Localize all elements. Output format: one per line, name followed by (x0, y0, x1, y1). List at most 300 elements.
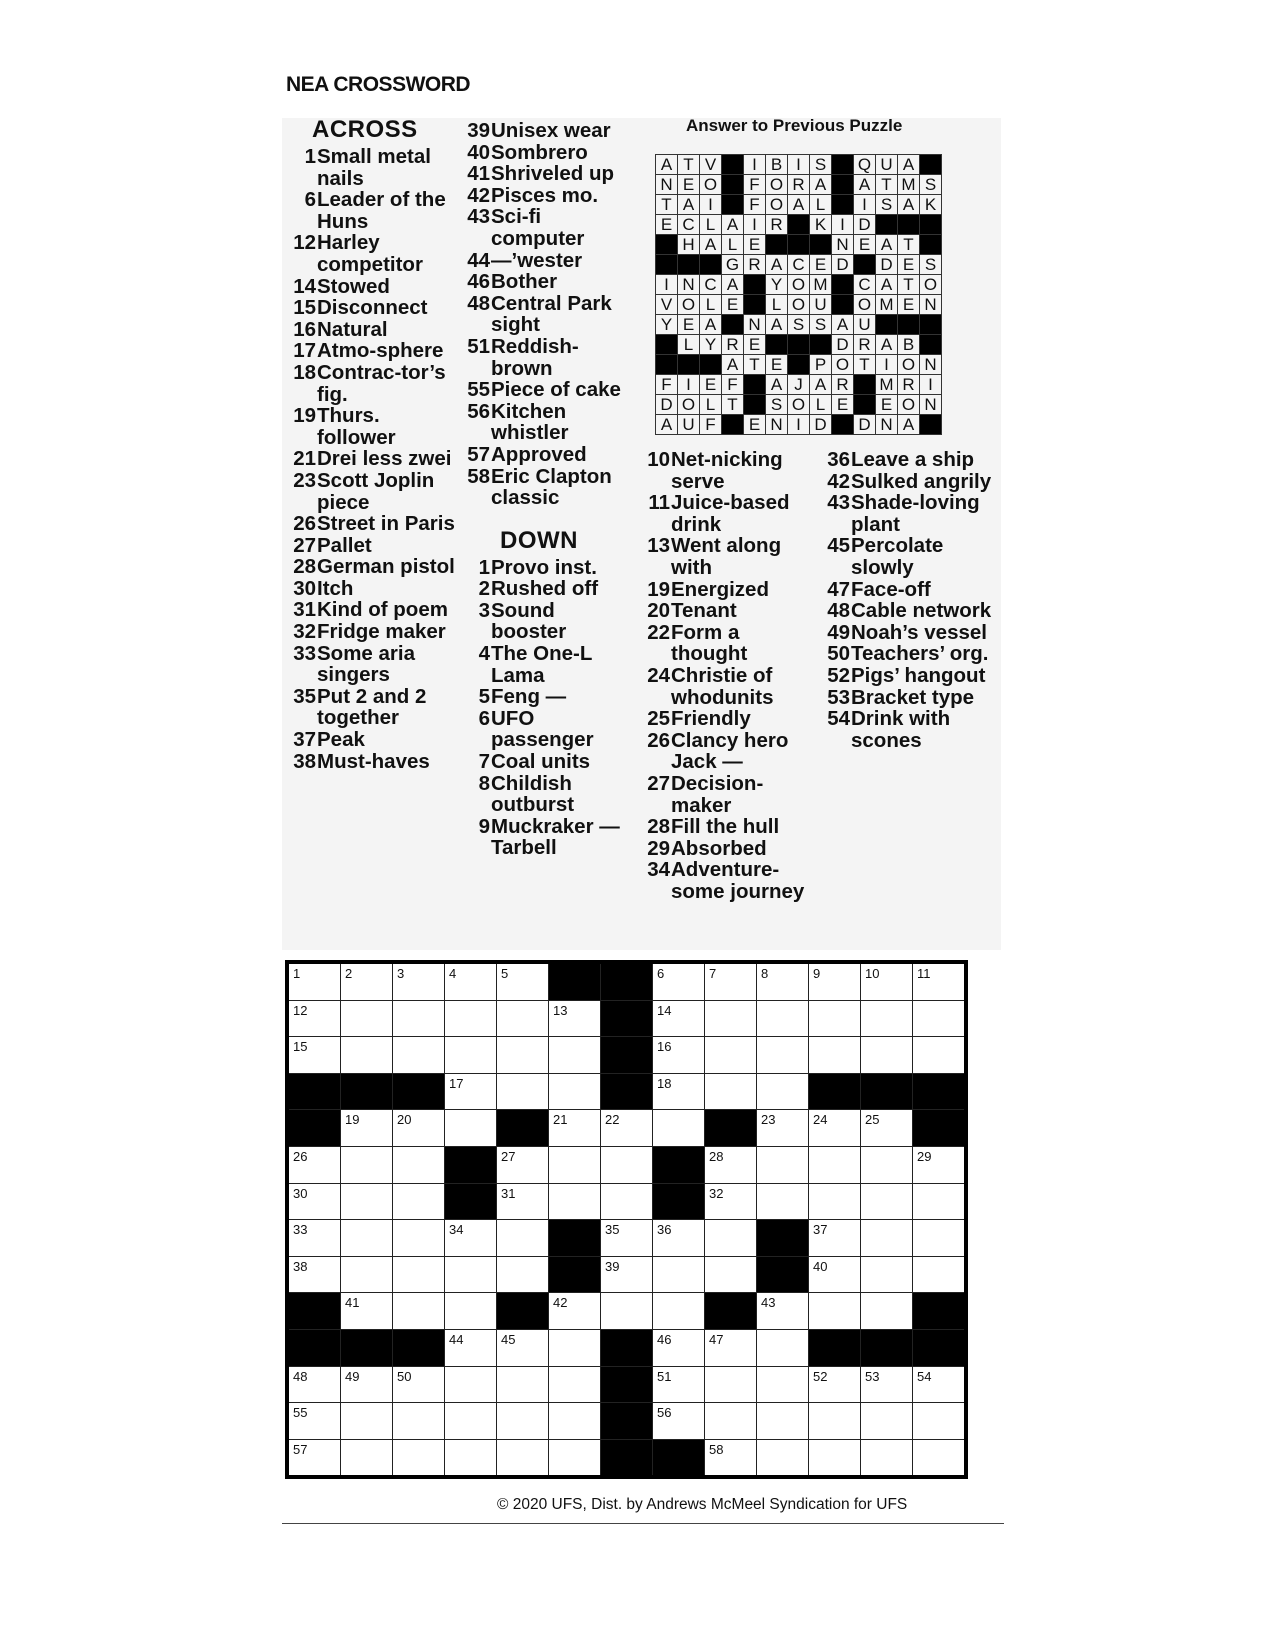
grid-cell[interactable] (809, 1256, 861, 1293)
grid-cell[interactable] (809, 1000, 861, 1037)
grid-cell[interactable] (549, 1403, 601, 1440)
clue-text: Rushed off (491, 577, 599, 601)
grid-cell[interactable] (287, 1403, 341, 1440)
answer-letter-cell: E (810, 255, 832, 275)
cell-number: 4 (449, 966, 457, 981)
answer-letter-cell: M (810, 275, 832, 295)
answer-letter-cell: D (656, 395, 678, 415)
clue-text: Tenant (671, 599, 737, 623)
grid-cell[interactable] (497, 1329, 549, 1366)
grid-cell[interactable] (861, 1293, 913, 1330)
clue-number: 49 (827, 620, 850, 644)
black-square (287, 1110, 341, 1147)
clue-text: Sulked angrily (851, 469, 992, 493)
answer-letter-cell: T (722, 395, 744, 415)
answer-letter-cell: U (854, 315, 876, 335)
clue-text: Teachers’ org. (851, 642, 989, 666)
grid-cell[interactable] (341, 1366, 393, 1403)
black-square (601, 1329, 653, 1366)
black-square (653, 1183, 705, 1220)
grid-cell[interactable] (393, 1183, 445, 1220)
grid-cell[interactable] (653, 1293, 705, 1330)
black-square (653, 1439, 705, 1477)
clue-number: 1 (478, 555, 490, 579)
clue-text: Net-nicking serve (671, 448, 783, 493)
cell-number: 10 (865, 966, 880, 981)
grid-cell[interactable] (809, 1183, 861, 1220)
answer-letter-cell: O (678, 395, 700, 415)
grid-cell[interactable] (497, 1220, 549, 1257)
cell-number: 46 (657, 1331, 672, 1347)
grid-cell[interactable] (549, 1439, 601, 1477)
answer-letter-cell: I (788, 415, 810, 435)
grid-cell[interactable] (757, 1329, 809, 1366)
grid-cell[interactable] (705, 1146, 757, 1183)
grid-cell[interactable] (705, 1037, 757, 1074)
answer-letter-cell: R (832, 375, 854, 395)
grid-cell[interactable] (341, 1403, 393, 1440)
answer-letter-cell: S (766, 395, 788, 415)
grid-cell[interactable] (497, 1403, 549, 1440)
grid-cell[interactable] (393, 1293, 445, 1330)
grid-cell[interactable] (861, 1146, 913, 1183)
grid-cell[interactable] (445, 1000, 497, 1037)
answer-letter-cell: L (700, 215, 722, 235)
clue-item (460, 466, 635, 509)
answer-letter-cell: A (700, 235, 722, 255)
grid-cell[interactable] (913, 962, 967, 1000)
grid-cell[interactable] (341, 1256, 393, 1293)
grid-cell[interactable] (757, 1293, 809, 1330)
grid-cell[interactable] (913, 1146, 967, 1183)
grid-cell[interactable] (861, 1220, 913, 1257)
down-clues-3 (820, 449, 995, 751)
black-square (757, 1220, 809, 1257)
grid-cell[interactable] (287, 1439, 341, 1477)
clue-text: Pallet (317, 533, 372, 557)
grid-cell[interactable] (757, 1146, 809, 1183)
grid-cell[interactable] (913, 1037, 967, 1074)
grid-cell[interactable] (861, 1439, 913, 1477)
black-square (287, 1329, 341, 1366)
grid-cell[interactable] (757, 962, 809, 1000)
grid-cell[interactable] (601, 1183, 653, 1220)
answer-black-cell (722, 195, 744, 215)
grid-cell[interactable] (705, 1256, 757, 1293)
answer-letter-cell: T (876, 175, 898, 195)
grid-cell[interactable] (861, 1366, 913, 1403)
grid-cell[interactable] (393, 1366, 445, 1403)
clue-text: Reddish-brown (491, 334, 579, 380)
grid-cell[interactable] (393, 1037, 445, 1074)
grid-cell[interactable] (497, 1183, 549, 1220)
grid-cell[interactable] (861, 1403, 913, 1440)
grid-cell[interactable] (287, 1146, 341, 1183)
puzzle-grid[interactable] (285, 960, 968, 1479)
black-square (445, 1183, 497, 1220)
grid-cell[interactable] (445, 1293, 497, 1330)
grid-cell[interactable] (341, 1110, 393, 1147)
grid-cell[interactable] (497, 962, 549, 1000)
answer-black-cell (700, 255, 722, 275)
grid-cell[interactable] (809, 1439, 861, 1477)
grid-cell[interactable] (705, 1366, 757, 1403)
grid-cell[interactable] (445, 1256, 497, 1293)
answer-letter-cell: E (766, 355, 788, 375)
clue-number: 48 (827, 599, 850, 623)
cell-number: 38 (293, 1258, 308, 1274)
grid-cell[interactable] (549, 1183, 601, 1220)
clue-item (286, 643, 456, 686)
grid-cell[interactable] (445, 1403, 497, 1440)
grid-cell[interactable] (653, 962, 705, 1000)
cell-number: 24 (813, 1112, 828, 1128)
grid-cell[interactable] (757, 1403, 809, 1440)
cell-number: 43 (761, 1295, 776, 1311)
clue-number: 1 (304, 145, 316, 168)
grid-cell[interactable] (809, 1037, 861, 1074)
answer-letter-cell: O (678, 295, 700, 315)
answer-letter-cell: U (678, 415, 700, 435)
cell-number: 22 (605, 1112, 620, 1128)
clue-number: 19 (293, 404, 316, 428)
grid-cell[interactable] (809, 962, 861, 1000)
answer-letter-cell: O (788, 395, 810, 415)
clue-text: Form a thought (671, 620, 748, 666)
answer-letter-cell: L (700, 295, 722, 315)
grid-cell[interactable] (913, 1366, 967, 1403)
grid-cell[interactable] (809, 1366, 861, 1403)
grid-cell[interactable] (757, 1000, 809, 1037)
clue-item (460, 379, 635, 401)
grid-cell[interactable] (757, 1073, 809, 1110)
answer-letter-cell: E (700, 375, 722, 395)
grid-cell[interactable] (287, 1256, 341, 1293)
grid-cell[interactable] (757, 1110, 809, 1147)
grid-cell[interactable] (445, 1110, 497, 1147)
black-square (705, 1293, 757, 1330)
grid-cell[interactable] (445, 962, 497, 1000)
grid-cell[interactable] (861, 1256, 913, 1293)
grid-cell[interactable] (393, 1110, 445, 1147)
grid-cell[interactable] (497, 1366, 549, 1403)
cell-number: 15 (293, 1039, 308, 1055)
grid-cell[interactable] (913, 1439, 967, 1477)
cell-number: 44 (449, 1331, 464, 1347)
grid-cell[interactable] (393, 1256, 445, 1293)
clue-item (640, 773, 810, 816)
answer-letter-cell: O (898, 395, 920, 415)
clue-text: Went along with (671, 534, 782, 579)
grid-cell[interactable] (601, 1146, 653, 1183)
previous-answer-grid (655, 154, 942, 435)
clue-number: 6 (304, 188, 316, 212)
grid-cell[interactable] (601, 1293, 653, 1330)
clue-number: 27 (293, 533, 316, 557)
grid-cell[interactable] (913, 1403, 967, 1440)
grid-cell[interactable] (287, 1183, 341, 1220)
black-square (601, 1403, 653, 1440)
grid-cell[interactable] (393, 962, 445, 1000)
grid-cell[interactable] (549, 1073, 601, 1110)
grid-cell[interactable] (809, 1110, 861, 1147)
clue-item (640, 816, 810, 838)
clue-number: 56 (467, 399, 490, 423)
clue-item (640, 859, 810, 902)
answer-letter-cell: N (920, 355, 942, 375)
grid-cell[interactable] (653, 1037, 705, 1074)
grid-cell[interactable] (861, 1183, 913, 1220)
clue-number: 27 (647, 771, 670, 795)
answer-letter-cell: A (678, 195, 700, 215)
answer-letter-cell: A (876, 275, 898, 295)
clue-item (820, 492, 995, 535)
cell-number: 42 (553, 1295, 568, 1311)
answer-letter-cell: L (766, 295, 788, 315)
copyright: © 2020 UFS, Dist. by Andrews McMeel Syndication for UFS (497, 1496, 908, 1513)
answer-letter-cell: A (854, 175, 876, 195)
answer-letter-cell: R (722, 335, 744, 355)
answer-black-cell (788, 355, 810, 375)
grid-cell[interactable] (653, 1220, 705, 1257)
grid-cell[interactable] (809, 1220, 861, 1257)
grid-cell[interactable] (497, 1000, 549, 1037)
answer-letter-cell: U (810, 295, 832, 315)
grid-cell[interactable] (549, 1037, 601, 1074)
grid-cell[interactable] (341, 1146, 393, 1183)
answer-letter-cell: F (722, 375, 744, 395)
answer-letter-cell: C (678, 215, 700, 235)
clue-text: Childish outburst (491, 771, 575, 817)
grid-cell[interactable] (913, 1000, 967, 1037)
clue-item (460, 686, 635, 708)
grid-cell[interactable] (341, 1439, 393, 1477)
grid-cell[interactable] (393, 1146, 445, 1183)
grid-cell[interactable] (705, 1329, 757, 1366)
clue-item (286, 297, 456, 319)
clue-item (640, 492, 810, 535)
grid-cell[interactable] (549, 1000, 601, 1037)
answer-letter-cell: A (876, 235, 898, 255)
grid-cell[interactable] (705, 1073, 757, 1110)
grid-cell[interactable] (287, 1220, 341, 1257)
grid-cell[interactable] (341, 1220, 393, 1257)
grid-cell[interactable] (653, 1329, 705, 1366)
clue-number: 29 (647, 836, 670, 860)
clue-text: Drei less zwei (317, 447, 452, 471)
grid-cell[interactable] (705, 1403, 757, 1440)
clue-item (820, 622, 995, 644)
answer-letter-cell: T (656, 195, 678, 215)
grid-cell[interactable] (341, 1293, 393, 1330)
answer-letter-cell: I (832, 215, 854, 235)
grid-cell[interactable] (445, 1073, 497, 1110)
clue-text: Leader of the Huns (317, 188, 446, 233)
answer-letter-cell: S (920, 175, 942, 195)
black-square (809, 1073, 861, 1110)
cell-number: 21 (553, 1112, 568, 1128)
grid-cell[interactable] (757, 1366, 809, 1403)
answer-letter-cell: S (810, 155, 832, 175)
grid-cell[interactable] (341, 1183, 393, 1220)
grid-cell[interactable] (601, 1220, 653, 1257)
clue-item (460, 336, 635, 379)
clue-item (286, 405, 456, 448)
grid-cell[interactable] (445, 1037, 497, 1074)
answer-black-cell (744, 375, 766, 395)
answer-letter-cell: J (788, 375, 810, 395)
grid-cell[interactable] (549, 1293, 601, 1330)
clue-number: 3 (478, 598, 490, 622)
across-header: ACROSS (312, 116, 418, 143)
grid-cell[interactable] (809, 1293, 861, 1330)
clue-text: Piece of cake (491, 378, 621, 402)
grid-cell[interactable] (341, 1000, 393, 1037)
grid-cell[interactable] (445, 1439, 497, 1477)
clue-number: 42 (467, 183, 490, 207)
grid-cell[interactable] (913, 1256, 967, 1293)
answer-letter-cell: E (898, 295, 920, 315)
grid-cell[interactable] (601, 1256, 653, 1293)
grid-cell[interactable] (757, 1037, 809, 1074)
grid-cell[interactable] (861, 1000, 913, 1037)
clue-number: 12 (293, 231, 316, 255)
grid-cell[interactable] (287, 1366, 341, 1403)
black-square (601, 962, 653, 1000)
clue-text: Thurs. follower (317, 404, 396, 449)
grid-cell[interactable] (757, 1439, 809, 1477)
grid-cell[interactable] (705, 1183, 757, 1220)
answer-black-cell (920, 235, 942, 255)
black-square (861, 1073, 913, 1110)
grid-cell[interactable] (287, 1037, 341, 1074)
grid-cell[interactable] (341, 962, 393, 1000)
grid-cell[interactable] (393, 1000, 445, 1037)
answer-letter-cell: F (700, 415, 722, 435)
answer-letter-cell: O (854, 295, 876, 315)
clue-number: 38 (293, 749, 316, 773)
clue-number: 17 (293, 339, 316, 363)
answer-letter-cell: C (854, 275, 876, 295)
grid-cell[interactable] (809, 1403, 861, 1440)
answer-letter-cell: I (854, 195, 876, 215)
cell-number: 3 (397, 966, 405, 981)
grid-cell[interactable] (497, 1073, 549, 1110)
grid-cell[interactable] (653, 1256, 705, 1293)
cell-number: 29 (917, 1148, 932, 1164)
cell-number: 57 (293, 1441, 308, 1457)
grid-cell[interactable] (705, 1000, 757, 1037)
grid-cell[interactable] (861, 1110, 913, 1147)
grid-cell[interactable] (341, 1037, 393, 1074)
answer-letter-cell: F (744, 175, 766, 195)
black-square (549, 1220, 601, 1257)
across-column-1 (286, 116, 456, 772)
black-square (497, 1110, 549, 1147)
grid-cell[interactable] (497, 1256, 549, 1293)
answer-letter-cell: O (898, 355, 920, 375)
clue-item (460, 557, 635, 579)
grid-cell[interactable] (861, 1037, 913, 1074)
grid-cell[interactable] (861, 962, 913, 1000)
grid-cell[interactable] (705, 1439, 757, 1477)
clue-item (286, 621, 456, 643)
grid-cell[interactable] (445, 1329, 497, 1366)
grid-cell[interactable] (497, 1146, 549, 1183)
clue-item (640, 449, 810, 492)
answer-letter-cell: Q (854, 155, 876, 175)
clue-text: Christie of whodunits (671, 663, 774, 709)
cell-number: 53 (865, 1368, 880, 1384)
clue-text: Shade-loving plant (851, 491, 980, 536)
clue-number: 39 (467, 119, 490, 142)
grid-cell[interactable] (913, 1183, 967, 1220)
clue-number: 25 (647, 707, 670, 731)
answer-letter-cell: I (678, 375, 700, 395)
grid-cell[interactable] (653, 1366, 705, 1403)
grid-cell[interactable] (913, 1220, 967, 1257)
cell-number: 58 (709, 1441, 724, 1457)
clue-number: 43 (467, 205, 490, 229)
grid-cell[interactable] (445, 1366, 497, 1403)
black-square (601, 1073, 653, 1110)
clue-item (820, 579, 995, 601)
bottom-rule (282, 1523, 1004, 1524)
grid-cell[interactable] (653, 1403, 705, 1440)
clue-number: 53 (827, 685, 850, 709)
grid-cell[interactable] (653, 1073, 705, 1110)
cell-number: 52 (813, 1368, 828, 1384)
clue-item (460, 643, 635, 686)
grid-cell[interactable] (445, 1220, 497, 1257)
clue-text: —’wester (491, 248, 583, 272)
across-clues-1 (286, 146, 456, 772)
grid-cell[interactable] (601, 1110, 653, 1147)
grid-cell[interactable] (549, 1366, 601, 1403)
grid-cell[interactable] (757, 1183, 809, 1220)
grid-cell[interactable] (287, 1000, 341, 1037)
grid-cell[interactable] (549, 1110, 601, 1147)
clue-text: UFO passenger (491, 706, 594, 752)
clue-item (460, 142, 635, 164)
answer-letter-cell: O (832, 355, 854, 375)
grid-cell[interactable] (393, 1439, 445, 1477)
grid-cell[interactable] (705, 962, 757, 1000)
grid-cell[interactable] (549, 1329, 601, 1366)
answer-letter-cell: I (700, 195, 722, 215)
answer-black-cell (898, 315, 920, 335)
answer-letter-cell: A (656, 155, 678, 175)
answer-letter-cell: D (810, 415, 832, 435)
grid-cell[interactable] (287, 962, 341, 1000)
black-square (913, 1329, 967, 1366)
grid-cell[interactable] (653, 1110, 705, 1147)
grid-cell[interactable] (393, 1220, 445, 1257)
grid-cell[interactable] (705, 1220, 757, 1257)
grid-cell[interactable] (497, 1439, 549, 1477)
grid-cell[interactable] (393, 1403, 445, 1440)
answer-letter-cell: M (898, 175, 920, 195)
clue-text: Sombrero (491, 140, 588, 164)
grid-cell[interactable] (497, 1037, 549, 1074)
clue-text: Put 2 and 2 together (317, 684, 427, 730)
clue-column-2 (460, 120, 635, 859)
answer-black-cell (854, 395, 876, 415)
grid-cell[interactable] (653, 1000, 705, 1037)
clue-text: Sci-fi computer (491, 205, 585, 250)
grid-cell[interactable] (549, 1146, 601, 1183)
grid-cell[interactable] (809, 1146, 861, 1183)
